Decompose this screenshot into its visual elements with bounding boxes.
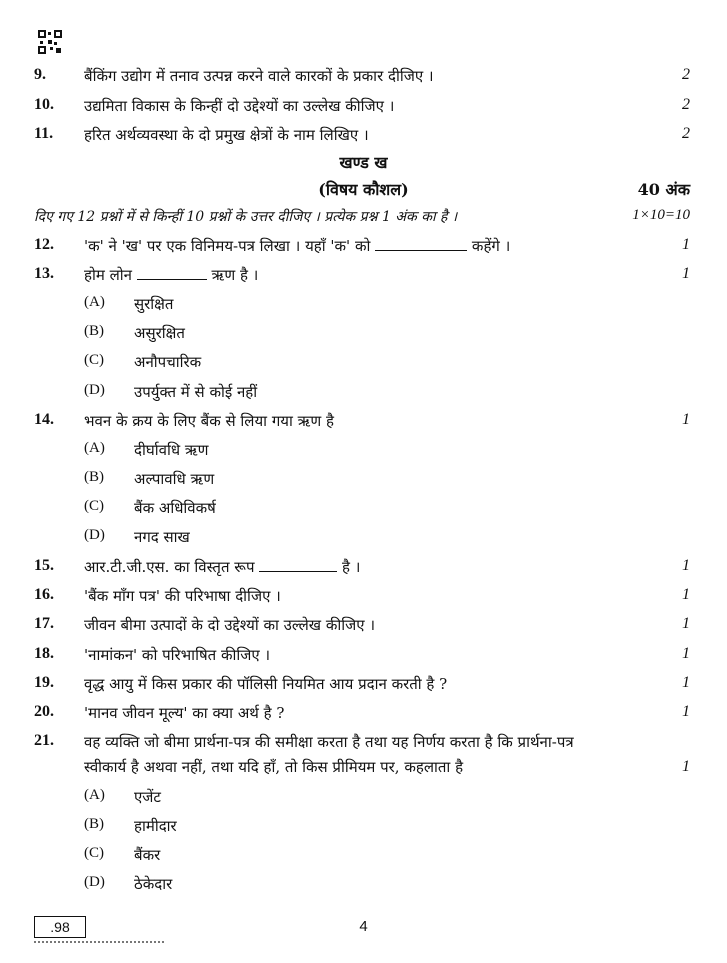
question-number: 9. [34,66,46,83]
qr-code-icon [38,30,62,54]
question-text: 'मानव जीवन मूल्य' का क्या अर्थ है ? [84,704,285,722]
question-marks: 1 [682,645,690,662]
question-text [84,265,258,285]
option-label: (D) [84,382,105,398]
option-label: (B) [84,469,104,485]
option-c [84,349,584,375]
option-label: (D) [84,527,105,543]
question-text [84,236,510,256]
question-number: 21. [34,732,54,749]
option-d [84,871,584,897]
page-number: 4 [359,918,368,935]
question-text: भवन के क्रय के लिए बैंक से लिया गया ऋण है [84,412,335,430]
question-19 [0,671,727,697]
option-a [84,784,584,810]
option-a [84,291,584,317]
question-text: 'नामांकन' को परिभाषित कीजिए । [84,646,271,664]
option-text: ठेकेदार [134,875,173,893]
option-label: (A) [84,294,105,310]
answer-blank [137,265,207,280]
option-label: (D) [84,874,105,890]
question-16 [0,583,727,609]
question-number: 17. [34,615,54,632]
question-text-part: होम लोन [84,266,132,284]
question-number: 11. [34,125,54,142]
question-number: 13. [34,265,54,282]
option-d [84,379,584,405]
option-text: अल्पावधि ऋण [134,470,215,488]
question-text-part: है । [342,558,361,576]
question-18 [0,642,727,668]
question-text: बैंकिंग उद्योग में तनाव उत्पन्न करने वाले कारकों के प्रकार दीजिए । [84,67,434,85]
option-text: अनौपचारिक [134,353,202,371]
question-number: 16. [34,586,54,603]
question-text: जीवन बीमा उत्पादों के दो उद्देश्यों का उल्लेख कीजिए । [84,616,376,634]
question-marks: 2 [682,125,690,142]
question-20 [0,700,727,726]
question-text-part: आर.टी.जी.एस. का विस्तृत रूप [84,558,255,576]
question-marks: 2 [682,66,690,83]
section-subtitle: (विषय कौशल) [318,180,409,199]
question-marks: 1 [682,411,690,428]
option-label: (C) [84,845,104,861]
question-11 [0,122,727,148]
question-9 [0,63,727,89]
option-text: बैंक अधिविकर्ष [134,499,216,517]
divider [34,941,164,943]
option-text: हामीदार [134,817,177,835]
question-text: हरित अर्थव्यवस्था के दो प्रमुख क्षेत्रों के नाम लिखिए । [84,126,369,144]
question-number: 20. [34,703,54,720]
question-10 [0,93,727,119]
option-label: (B) [84,816,104,832]
option-c [84,495,584,521]
question-12 [0,233,727,259]
instruction-text: दिए गए 12 प्रश्नों में से किन्हीं 10 प्रश्नों के उत्तर दीजिए । प्रत्येक प्रश्न 1 अंक का है । [34,209,458,225]
answer-blank [259,557,337,572]
section-marks: 40 अंक [637,180,690,199]
question-13 [0,262,727,288]
option-b [84,320,584,346]
option-text: सुरक्षित [134,295,174,313]
section-title: खण्ड ख [339,153,388,172]
question-text: उद्यमिता विकास के किन्हीं दो उद्देश्यों का उल्लेख कीजिए । [84,97,395,115]
question-text-part: 'क' ने 'ख' पर एक विनिमय-पत्र लिखा । यहाँ 'क' को [84,237,371,255]
option-a [84,437,584,463]
question-marks: 1 [682,557,690,574]
question-text: वृद्ध आयु में किस प्रकार की पॉलिसी नियमित आय प्रदान करती है ? [84,675,448,693]
question-text: 'बैंक माँग पत्र' की परिभाषा दीजिए । [84,587,281,605]
question-number: 15. [34,557,54,574]
question-17 [0,612,727,638]
question-number: 19. [34,674,54,691]
question-text-line-1: वह व्यक्ति जो बीमा प्रार्थना-पत्र की समीक्षा करता है तथा यह निर्णय करता है कि प्रार्थना-पत्र [84,733,574,751]
option-text: दीर्घावधि ऋण [134,441,209,459]
question-marks: 1 [682,265,690,282]
question-marks: 1 [682,236,690,253]
option-label: (A) [84,787,105,803]
paper-code: .98 [34,916,86,938]
option-label: (B) [84,323,104,339]
option-c [84,842,584,868]
question-number: 12. [34,236,54,253]
question-marks: 2 [682,96,690,113]
option-label: (A) [84,440,105,456]
question-number: 18. [34,645,54,662]
question-marks: 1 [682,758,690,775]
question-marks: 1 [682,703,690,720]
option-b [84,466,584,492]
question-text-part: कहेंगे । [471,237,511,255]
question-text-part: ऋण है । [211,266,259,284]
option-text: उपर्युक्त में से कोई नहीं [134,383,258,401]
option-text: असुरक्षित [134,324,185,342]
answer-blank [375,236,467,251]
question-marks: 1 [682,674,690,691]
option-d [84,524,584,550]
option-label: (C) [84,498,104,514]
question-text [84,557,360,577]
instruction-marks: 1×10=10 [632,207,690,223]
question-number: 14. [34,411,54,428]
option-text: एजेंट [134,788,161,806]
question-14 [0,408,727,434]
option-label: (C) [84,352,104,368]
question-marks: 1 [682,615,690,632]
question-text-line-2: स्वीकार्य है अथवा नहीं, तथा यदि हाँ, तो किस प्रीमियम पर, कहलाता है [84,758,464,776]
question-21 [0,729,727,785]
question-number: 10. [34,96,54,113]
question-marks: 1 [682,586,690,603]
question-15 [0,554,727,580]
option-text: बैंकर [134,846,161,864]
option-text: नगद साख [134,528,190,546]
option-b [84,813,584,839]
